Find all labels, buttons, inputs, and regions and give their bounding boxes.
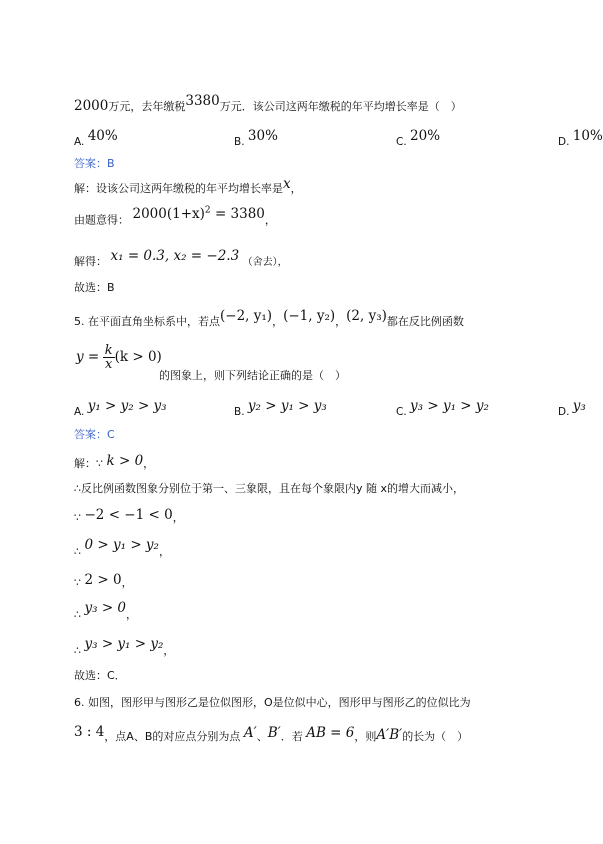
note: （舍去），	[242, 257, 288, 268]
q6-text: ，则	[354, 730, 377, 743]
equation-rhs: = 3380	[214, 205, 265, 222]
option-value: 20%	[410, 128, 441, 144]
q4-option-a[interactable]	[74, 128, 118, 149]
q5-option-c[interactable]	[396, 398, 489, 419]
punct: ，	[121, 576, 133, 589]
option-letter: B.	[234, 136, 245, 148]
punct: ，	[143, 457, 155, 470]
option-value: y₂ > y₁ > y₃	[247, 398, 327, 414]
equation	[133, 206, 265, 222]
q4-option-d[interactable]	[558, 128, 603, 149]
option-value: y₃	[572, 398, 586, 414]
option-letter: A.	[74, 406, 85, 418]
solution-math: y₃ > y₁ > y₂	[84, 636, 164, 652]
q4-stem	[74, 93, 462, 114]
solution-label: ∴	[74, 545, 81, 558]
q4-solution-line-1	[74, 176, 302, 196]
solution-math: 2 > 0	[84, 572, 122, 588]
punct: ，	[264, 213, 276, 227]
variable-x: x	[283, 176, 291, 192]
q6-text: ，点A、B的对应点分别为点	[104, 730, 241, 743]
q5-stem-text: 5. 在平面直角坐标系中，若点	[74, 315, 220, 328]
solution-label: ∵	[74, 511, 81, 524]
q5-final: 故选：C．	[74, 669, 126, 682]
solution-math: −2 < −1 < 0	[84, 507, 173, 523]
function-condition: (k > 0)	[114, 348, 162, 365]
function-lhs: y =	[76, 348, 100, 365]
q6-stem-line-1: 6. 如图，图形甲与图形乙是位似图形，O是位似中心，图形甲与图形乙的位似比为	[74, 696, 471, 709]
q5-option-b[interactable]	[234, 398, 327, 419]
punct: ，	[290, 182, 302, 195]
q4-solution-line-2	[74, 205, 276, 227]
segment-ab: AB = 6	[306, 725, 355, 741]
q4-solution-line-3	[74, 248, 288, 269]
point-a-prime: A′	[243, 725, 257, 741]
solution-math: y₃ > 0	[84, 600, 127, 616]
option-letter: C.	[396, 136, 407, 148]
solution-math: k > 0	[106, 453, 144, 469]
q5-function	[76, 344, 162, 371]
segment-a-prime-b-prime: A′B′	[376, 727, 403, 743]
punct: 、	[256, 730, 268, 743]
q5-solution-7	[74, 636, 175, 658]
q5-solution-5	[74, 572, 133, 590]
option-letter: C.	[396, 406, 407, 418]
point-1: (−2, y₁)	[220, 308, 273, 324]
q5-solution-2: ∴反比例函数图象分别位于第一、三象限，且在每个象限内y 随 x的增大而减小，	[74, 482, 465, 495]
q4-stem-text-1: 万元，去年缴税	[108, 100, 186, 113]
option-letter: D.	[558, 136, 570, 148]
option-value: 10%	[572, 128, 603, 144]
exponent: 2	[204, 205, 211, 215]
option-letter: A.	[74, 136, 85, 148]
option-letter: D.	[558, 406, 570, 418]
option-value: y₃ > y₁ > y₂	[410, 398, 489, 414]
q5-stem-text: 都在反比例函数	[386, 315, 464, 328]
q5-solution-4	[74, 537, 170, 559]
equation-lhs: 2000(1+x)	[132, 205, 205, 222]
solution-label: 解：∵	[74, 457, 103, 470]
ratio: 3 : 4	[74, 724, 105, 740]
point-3: (2, y₃)	[346, 308, 387, 324]
q5-solution-3	[74, 507, 184, 525]
q4-value-3380: 3380	[185, 93, 220, 109]
option-letter: B.	[234, 406, 245, 418]
point-2: (−1, y₂)	[283, 308, 336, 324]
option-value: y₁ > y₂ > y₃	[87, 398, 167, 414]
q6-text: 的长为（ ）	[402, 730, 469, 743]
roots: x₁ = 0.3, x₂ = −2.3	[110, 248, 240, 264]
solution-label: 解得：	[74, 255, 107, 268]
q4-final: 故选：B	[74, 281, 115, 294]
q4-stem-text-2: 万元．该公司这两年缴税的年平均增长率是（ ）	[219, 100, 462, 113]
punct: ，	[272, 315, 284, 328]
solution-math: 0 > y₁ > y₂	[84, 537, 159, 553]
option-value: 40%	[87, 128, 118, 144]
q6-stem-line-2	[74, 724, 469, 744]
punct: ，	[172, 511, 184, 524]
q6-text: ．若	[280, 730, 303, 743]
fraction-numerator: k	[104, 343, 113, 358]
q5-option-d[interactable]	[558, 398, 586, 419]
q5-answer: 答案：C	[74, 428, 115, 441]
q4-option-c[interactable]	[396, 128, 441, 149]
punct: ，	[126, 608, 138, 621]
solution-label: ∴	[74, 608, 81, 621]
point-b-prime: B′	[267, 725, 281, 741]
q4-value-2000: 2000	[74, 98, 109, 114]
solution-label: 由题意得：	[74, 213, 129, 227]
punct: ，	[163, 644, 175, 657]
q5-solution-1	[74, 453, 155, 471]
q5-stem-line-3: 的图象上，则下列结论正确的是（ ）	[159, 369, 346, 382]
q4-answer: 答案：B	[74, 157, 115, 170]
solution-label: ∵	[74, 576, 81, 589]
solution-text: 解：设该公司这两年缴税的年平均增长率是	[74, 182, 283, 195]
fraction	[103, 344, 115, 371]
q5-solution-6	[74, 600, 138, 622]
punct: ，	[335, 315, 347, 328]
q5-option-a[interactable]	[74, 398, 167, 419]
option-value: 30%	[247, 128, 278, 144]
q5-stem-line-1	[74, 308, 464, 329]
fraction-denominator: x	[105, 357, 113, 372]
q4-option-b[interactable]	[234, 128, 278, 149]
punct: ，	[158, 545, 170, 558]
solution-label: ∴	[74, 644, 81, 657]
